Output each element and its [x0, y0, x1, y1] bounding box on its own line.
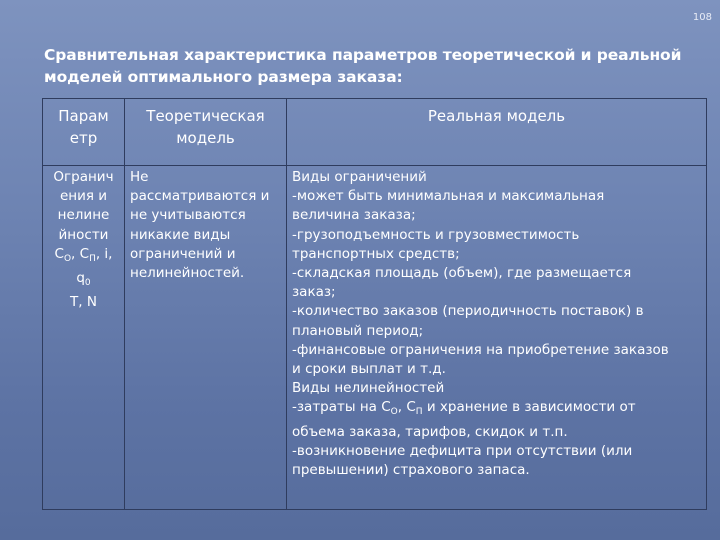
real-model-cell — [287, 166, 707, 510]
cell-line: величина заказа; — [292, 207, 416, 224]
theoretical-model-cell — [125, 166, 287, 510]
var-subscript: 0 — [84, 278, 91, 289]
table-header-row — [43, 99, 707, 166]
var-text: q — [76, 270, 85, 287]
cell-line: Не — [130, 169, 149, 185]
header-parameter — [43, 99, 125, 166]
header-theoretical-model — [125, 99, 287, 166]
page-number: 108 — [692, 12, 712, 23]
cell-line: плановый период; — [292, 322, 424, 339]
cell-line — [43, 269, 124, 293]
var-text: C — [54, 245, 64, 262]
header-text: етр — [69, 129, 98, 147]
parameter-cell — [43, 166, 125, 510]
cell-line: нелинейностей. — [130, 265, 245, 282]
header-text: Теоретическая — [146, 107, 265, 125]
cell-line — [43, 245, 124, 269]
cell-line: -количество заказов (периодичность поставок) в — [292, 303, 644, 320]
var-text: , i, — [95, 245, 113, 262]
table-row — [43, 166, 707, 510]
var-text: , C — [71, 245, 90, 262]
cell-line: нелине — [57, 207, 110, 224]
header-text: модель — [176, 129, 235, 147]
cell-line: рассматриваются и — [130, 188, 270, 205]
var-subscript: П — [415, 407, 423, 418]
var-text: -затраты на C — [292, 399, 391, 416]
cell-line: -складская площадь (объем), где размещается — [292, 265, 632, 282]
cell-line: -возникновение дефицита при отсутствии (или — [292, 442, 633, 459]
var-subscript: O — [390, 407, 398, 418]
cell-line: йности — [58, 226, 109, 243]
cell-line: -грузоподъемность и грузовместимость — [292, 226, 580, 243]
comparison-table — [42, 98, 707, 510]
var-text: , C — [397, 399, 416, 416]
cell-line: транспортных средств; — [292, 245, 460, 262]
cell-line: -финансовые ограничения на приобретение заказов — [292, 341, 669, 358]
var-subscript: O — [63, 253, 72, 264]
cell-line: не учитываются — [130, 207, 246, 224]
header-real-model — [287, 99, 707, 166]
cell-line: и сроки выплат и т.д. — [292, 361, 446, 378]
cell-line: превышении) страхового запаса. — [292, 462, 530, 479]
cell-line: Виды ограничений — [292, 169, 427, 185]
cell-line: Огранич — [53, 169, 114, 185]
title-line: моделей оптимального размера заказа: — [44, 68, 403, 86]
cell-line: заказ; — [292, 284, 336, 301]
header-text: Парам — [58, 107, 109, 125]
var-subscript: П — [89, 253, 96, 264]
var-text: и хранение в зависимости от — [422, 399, 636, 416]
cell-line: -может быть минимальная и максимальная — [292, 188, 605, 205]
slide-title — [44, 44, 694, 88]
title-line: Сравнительная характеристика параметров теоретической и реальной — [44, 46, 682, 64]
cell-line: ения и — [59, 188, 108, 205]
cell-line: T, N — [70, 294, 97, 311]
cell-line: ограничений и — [130, 245, 236, 262]
header-text: Реальная модель — [427, 107, 566, 125]
cell-line — [292, 398, 706, 422]
cell-line: объема заказа, тарифов, скидок и т.п. — [292, 423, 568, 440]
cell-line: никакие виды — [130, 226, 231, 243]
cell-line: Виды нелинейностей — [292, 380, 445, 397]
